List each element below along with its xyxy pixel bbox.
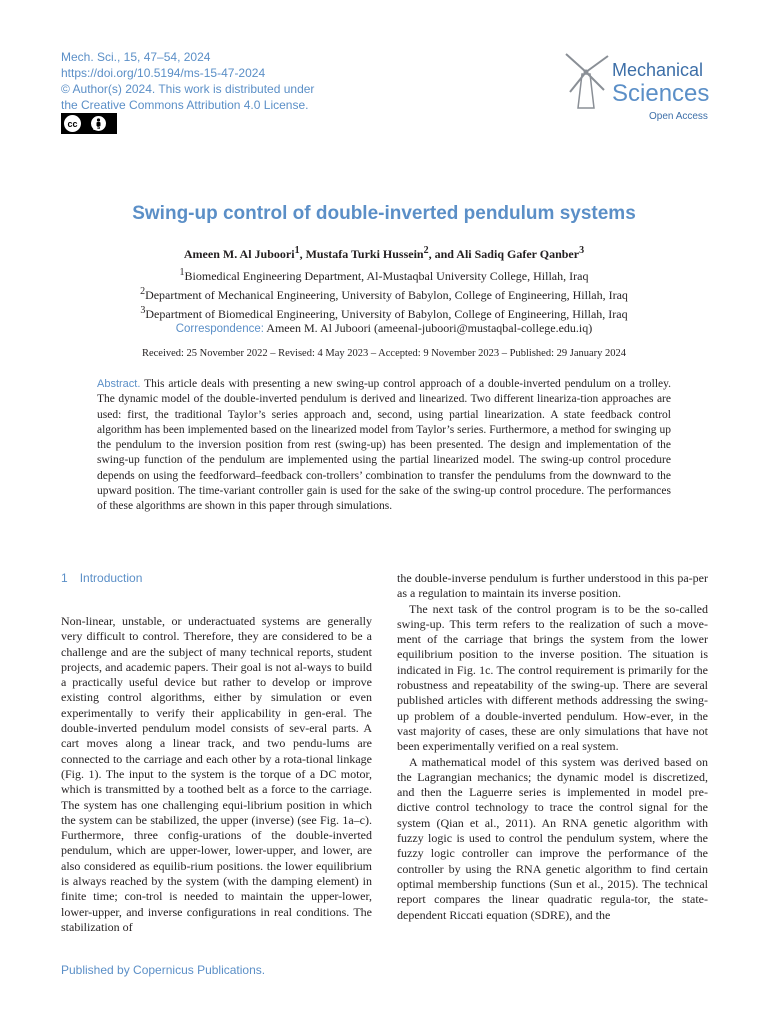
abstract-text: This article deals with presenting a new swing-up control approach of a double-inverted pendulum on a trolley. The dynamic model of the double-inverted pendulum is derived and linearized. Two different lineariza-tion approaches are used: first, the traditional Taylor’s series approach and, second, using partial linearization. A state feedback control algorithm has been implemented based on the linearized model from Taylor’s series. Furthermore, a method for swinging up the pendulum to the inversion position from rest (swing-up) has been presented. The design and implementation of the swing-up function of the pendulum are implemented using the partial linearized model. The swing-up control procedure depends on using the feedforward–feedback con-trollers’ combination to transfer the pendulums from the downward to the upward position. The time-variant controller gain is used for the sake of the swing-up control procedure. The performances of these algorithms are shown in this paper through simulations.: [97, 378, 671, 513]
paragraph: A mathematical model of this system was derived based on the Lagrangian mechanics; the dynamic model is discretized, and then the Laguerre series is implemented in model pre-dictive control technology to trace the control signal for the system (Qian et al., 2011). An RNA genetic algorithm with fuzzy logic is used to control the pendulum system, where the fuzzy logic controller can improve the performance of the controller by using the RNA genetic algorithm to find certain optimal membership functions (Sun et al., 2015). The technical report compares the linear quadratic regula-tor, the state-dependent Riccati equation (SDRE), and the: [397, 754, 708, 922]
cc-by-badge[interactable]: [61, 113, 117, 134]
journal-logo[interactable]: [560, 50, 720, 130]
journal-reference: Mech. Sci., 15, 47–54, 2024: [61, 50, 211, 64]
author-affiliation-mark: 1: [294, 245, 300, 256]
affiliation-item: $^2$Department of Mechanical Engineering, University of Babylon, College of Engineering, Hillah, Iraq: [140, 286, 628, 302]
publisher-footer[interactable]: Published by Copernicus Publications.: [61, 963, 266, 977]
author-name: Ali Sadiq Gafer Qanber: [456, 247, 580, 261]
section-heading: [61, 571, 142, 585]
correspondence: [0, 321, 768, 336]
paragraph: Non-linear, unstable, or underactuated systems are generally very difficult to control. Therefore, they are considered to be a challenge and are the subject of many technical reports, student projects, and academic papers. Their goal is not al-ways to build a practically useful device but rather to develop or improve existing control algorithms, either by simulation or even experimentally to verify their applicability in gen-eral. The double-inverted pendulum model consists of sev-eral parts. A cart moves along a linear track, and two pendu-lums are connected to the carriage and each other by a rota-tional linkage (Fig. 1). The input to the system is the torque of a DC motor, which is transmitted by a toothed belt as a force to the carriage. The system has one challenging equi-librium position in which the system can be stabilized, the upper (inverse) (see Fig. 1a–c). Furthermore, three config-urations of the double-inverted pendulum, which are upper-lower, lower-upper, and lower, are also considered as equilib-rium positions. the lower equilibrium is always reached by the system (with the damping element) in finite time; con-trol is needed to maintain the upper-lower, lower-upper, and inverse configurations in real conditions. The stabilization of: [61, 614, 372, 934]
paper-title: Swing-up control of double-inverted pendulum systems: [132, 203, 636, 224]
affiliation-item: $^3$Department of Biomedical Engineering, University of Babylon, College of Engineering, Hillah, Iraq: [140, 305, 628, 321]
cc-icon: cc: [64, 115, 81, 132]
doi-link[interactable]: https://doi.org/10.5194/ms-15-47-2024: [61, 66, 266, 80]
correspondence-label: Correspondence:: [175, 323, 264, 335]
abstract: [97, 377, 671, 515]
paragraph: the double-inverse pendulum is further understood in this pa-per as a regulation to maintain its inverse position.: [397, 571, 708, 601]
abstract-label: Abstract.: [97, 378, 141, 390]
author-affiliation-mark: 3: [579, 245, 585, 256]
section-number: 1: [61, 571, 68, 585]
logo-text-mechanical: Mechanical: [612, 60, 704, 80]
author-list: Ameen M. Al Juboori$^1$, Mustafa Turki Hussein$^2$, and Ali Sadiq Gafer Qanber$^3$: [183, 245, 585, 261]
affiliation-list: [0, 265, 768, 322]
logo-text-sciences: Sciences: [612, 80, 710, 107]
by-label: BY: [93, 126, 100, 132]
copyright-line: © Author(s) 2024. This work is distributed under: [61, 82, 315, 96]
author-affiliation-mark: 2: [423, 245, 429, 256]
affiliation-item: $^1$Biomedical Engineering Department, Al-Mustaqbal University College, Hillah, Iraq: [179, 267, 589, 283]
correspondence-text[interactable]: Ameen M. Al Juboori (ameenal-juboori@mustaqbal-college.edu.iq): [266, 321, 593, 335]
left-column: [61, 614, 372, 935]
windmill-icon: [560, 50, 612, 110]
section-title: Introduction: [79, 571, 143, 585]
paragraph: The next task of the control program is to be the so-called swing-up. This term refers to the realization of such a move-ment of the carriage that brings the system from the lower equilibrium position to the inverse position. The situation is indicated in Fig. 1c. The control requirement is primarily for the robustness and repeatability of the swing-up. There are several published articles with different methods addressing the swing-up problem of a double-inverted pendulum. How-ever, in the vast majority of cases, these are only simulations that have not been experimentally verified on a real system.: [397, 601, 708, 754]
author-name: Mustafa Turki Hussein: [305, 247, 424, 261]
author-name: Ameen M. Al Juboori: [183, 247, 295, 261]
right-column: [397, 571, 708, 923]
publication-dates: Received: 25 November 2022 – Revised: 4 May 2023 – Accepted: 9 November 2023 – Published: 29 January 2024: [141, 348, 627, 359]
article-metadata: [61, 49, 314, 113]
license-line[interactable]: the Creative Commons Attribution 4.0 License.: [61, 98, 309, 112]
open-access-label: Open Access: [649, 111, 708, 122]
